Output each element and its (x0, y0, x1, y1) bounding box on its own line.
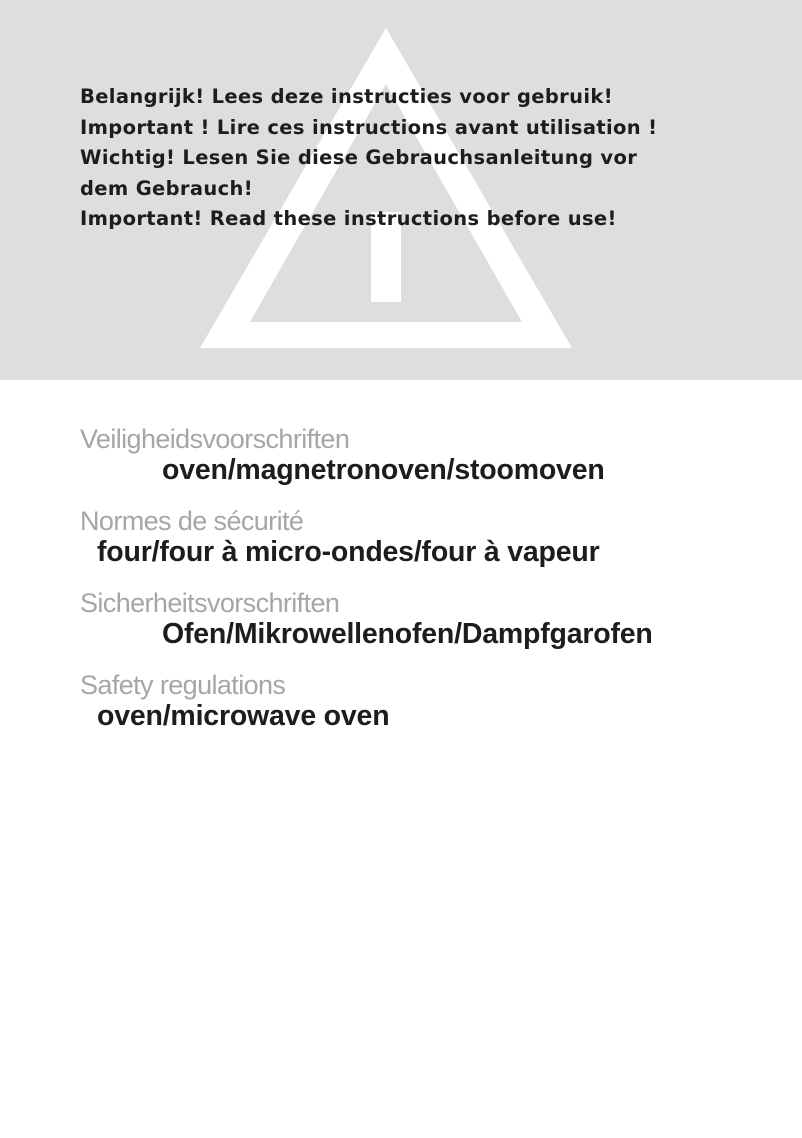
title-block-fr (80, 506, 780, 568)
notice-line-nl: Belangrijk! Lees deze instructies voor gebruik! (80, 85, 613, 108)
heading-en: Safety regulations (80, 670, 286, 700)
heading-de: Sicherheitsvorschriften (80, 588, 340, 618)
read-instructions-notice (80, 82, 760, 235)
heading-nl: Veiligheidsvoorschriften (80, 424, 350, 454)
appliances-de: Ofen/Mikrowellenofen/Dampfgarofen (162, 618, 653, 650)
title-block-en (80, 670, 780, 732)
appliances-en: oven/microwave oven (97, 700, 390, 732)
document-titles (80, 424, 780, 752)
appliances-fr: four/four à micro-ondes/four à vapeur (97, 536, 600, 568)
notice-line-fr: Important ! Lire ces instructions avant utilisation ! (80, 115, 658, 139)
title-block-de (80, 588, 780, 650)
notice-line-en: Important! Read these instructions before use! (80, 207, 617, 230)
appliances-nl: oven/magnetronoven/stoomoven (162, 454, 605, 486)
notice-line-de: Wichtig! Lesen Sie diese Gebrauchsanleitung vor (80, 146, 638, 169)
heading-fr: Normes de sécurité (80, 506, 304, 536)
warning-banner (0, 0, 802, 380)
notice-line-de-continued: dem Gebrauch! (80, 176, 254, 200)
title-block-nl (80, 424, 780, 486)
